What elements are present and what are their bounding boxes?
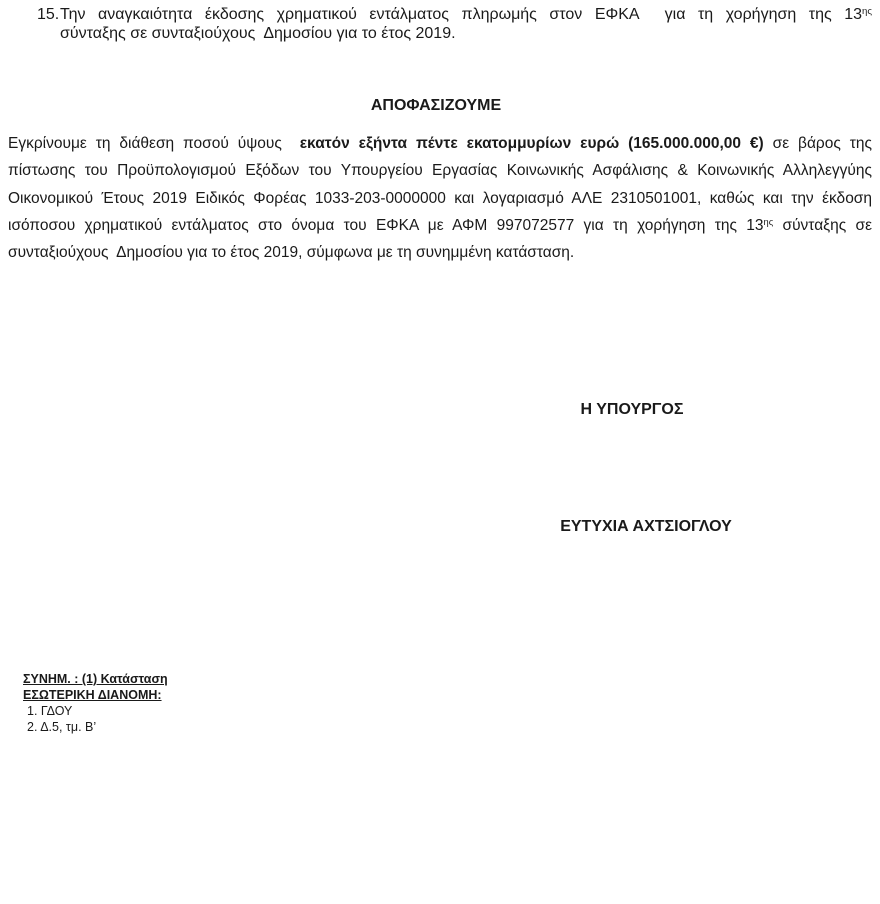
text-segment: Εγκρίνουμε τη διάθεση ποσού ύψους — [8, 135, 300, 152]
decision-body-paragraph — [8, 130, 872, 266]
list-item-text — [37, 5, 872, 43]
signature-name: ΕΥΤΥΧΙΑ ΑΧΤΣΙΟΓΛΟΥ — [560, 518, 732, 535]
text-segment: εκατόν εξήντα πέντε εκατομμυρίων ευρώ (165.000.000,00 €) — [299, 135, 764, 152]
text-line — [8, 157, 872, 184]
text-line — [8, 239, 872, 266]
text-segment: σύνταξης σε — [773, 216, 873, 234]
text-line — [60, 24, 872, 43]
text-segment: ισόποσου χρηματικού εντάλματος στο όνομα του ΕΦΚΑ με ΑΦΜ 997072577 για τη χορήγηση της 13 — [8, 216, 764, 234]
list-item-number: 15. — [37, 6, 60, 23]
text-line — [8, 185, 872, 212]
superscript-text: ης — [862, 6, 872, 18]
internal-distribution-heading: ΕΣΩΤΕΡΙΚΗ ΔΙΑΝΟΜΗ: — [23, 688, 162, 703]
attachments-line: ΣΥΝΗΜ. : (1) Κατάσταση — [23, 672, 168, 686]
text-line — [8, 130, 872, 157]
list-item-15 — [37, 5, 872, 43]
signature-title: Η ΥΠΟΥΡΓΟΣ — [580, 401, 684, 418]
text-segment: Την αναγκαιότητα έκδοσης χρηματικού εντάλματος πληρωμής στον ΕΦΚΑ για τη χορήγηση της 13 — [60, 6, 863, 23]
text-segment: σύνταξης σε συνταξιούχους Δημοσίου για το έτος 2019. — [60, 25, 456, 42]
distribution-item: 2. Δ.5, τμ. Β’ — [27, 720, 97, 735]
distribution-item: 1. ΓΔΟΥ — [27, 704, 73, 719]
text-segment: σε βάρος της — [763, 135, 872, 152]
footer-distribution-block — [23, 671, 168, 735]
text-segment: Οικονομικού Έτους 2019 Ειδικός Φορέας 1033-203-0000000 και λογαριασμό ΑΛΕ 2310501001, καθώς και την έκδοση — [8, 189, 872, 207]
text-line — [8, 212, 872, 239]
text-segment: πίστωσης του Προϋπολογισμού Εξόδων του Υπουργείου Εργασίας Κοινωνικής Ασφάλισης & Κοινωνικής Αλληλεγγύης — [8, 162, 872, 180]
text-segment: συνταξιούχους Δημοσίου για το έτος 2019, σύμφωνα με τη συνημμένη κατάσταση. — [8, 244, 575, 262]
decision-heading: ΑΠΟΦΑΣΙΖΟΥΜΕ — [370, 97, 502, 114]
text-line — [60, 5, 872, 24]
superscript-text: ης — [763, 217, 774, 228]
